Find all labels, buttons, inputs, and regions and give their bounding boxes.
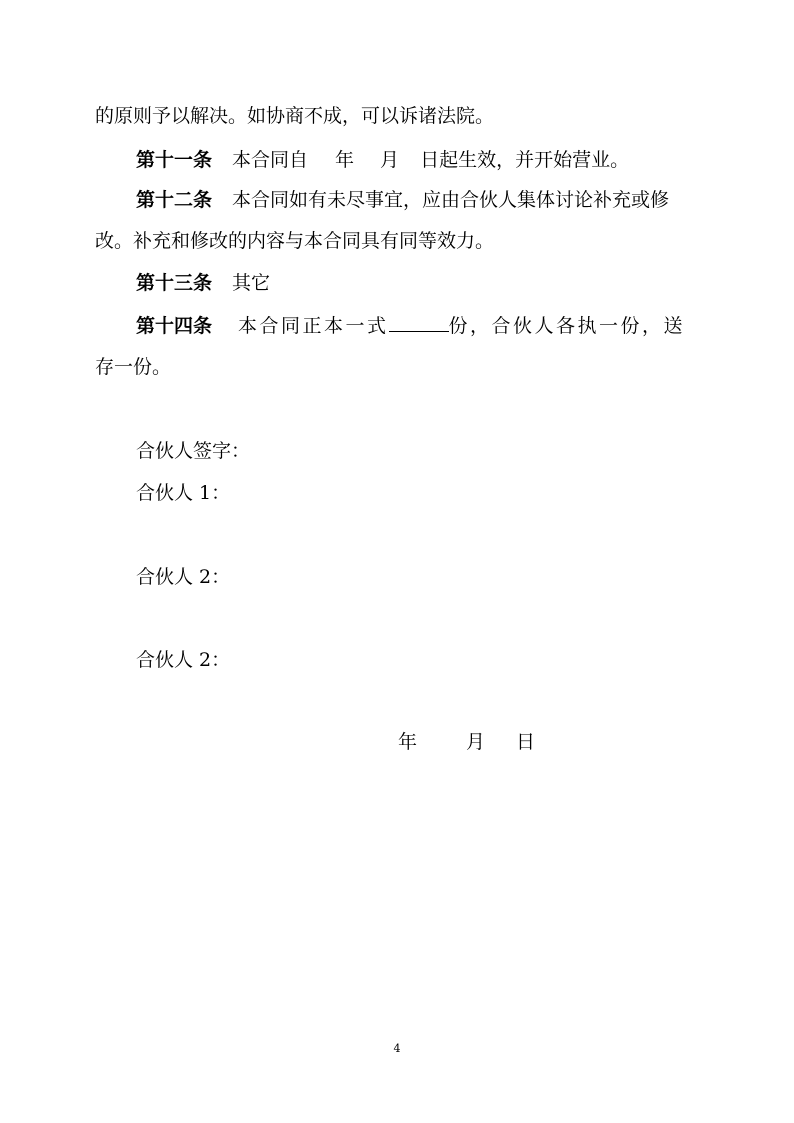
partner-1-label: 合伙人 1： xyxy=(136,482,231,504)
article-text: 存一份。 xyxy=(95,356,172,378)
date-month: 月 xyxy=(466,731,486,753)
article-text: 其它 xyxy=(232,272,271,294)
article-14 xyxy=(136,313,685,338)
page-number: 4 xyxy=(393,1042,401,1055)
article-text: 改。补充和修改的内容与本合同具有同等效力。 xyxy=(95,230,495,252)
article-13 xyxy=(136,271,270,295)
article-12 xyxy=(136,188,669,212)
partner-3-signature xyxy=(136,648,230,672)
article-title: 第十一条 xyxy=(136,149,213,171)
partner-3-label: 合伙人 2： xyxy=(136,649,231,671)
partner-2-signature xyxy=(136,565,230,589)
year-label: 年 xyxy=(335,149,355,171)
article-text: 本合同正本一式 xyxy=(238,315,389,337)
article-title: 第十四条 xyxy=(136,315,213,337)
article-12-continuation xyxy=(95,229,494,253)
paragraph-line xyxy=(95,104,494,128)
article-title: 第十二条 xyxy=(136,189,213,211)
article-14-continuation xyxy=(95,355,171,379)
month-label: 月 xyxy=(380,149,400,171)
signature-heading-text: 合伙人签字： xyxy=(136,440,251,462)
partner-1-signature xyxy=(136,481,230,505)
copies-blank xyxy=(389,313,449,332)
article-text: 本合同如有未尽事宜，应由合伙人集体讨论补充或修 xyxy=(232,189,670,211)
date-year: 年 xyxy=(398,731,418,753)
article-11 xyxy=(136,148,629,172)
article-text-end: 日起生效，并开始营业。 xyxy=(420,149,630,171)
article-title: 第十三条 xyxy=(136,272,213,294)
date-day: 日 xyxy=(516,731,536,753)
signature-heading xyxy=(136,439,250,463)
article-text-end: 份，合伙人各执一份，送 xyxy=(448,315,686,337)
article-text: 本合同自 xyxy=(232,149,309,171)
date-line xyxy=(398,730,535,754)
clause-text: 的原则予以解决。如协商不成，可以诉诸法院。 xyxy=(95,105,495,127)
partner-2-label: 合伙人 2： xyxy=(136,566,231,588)
